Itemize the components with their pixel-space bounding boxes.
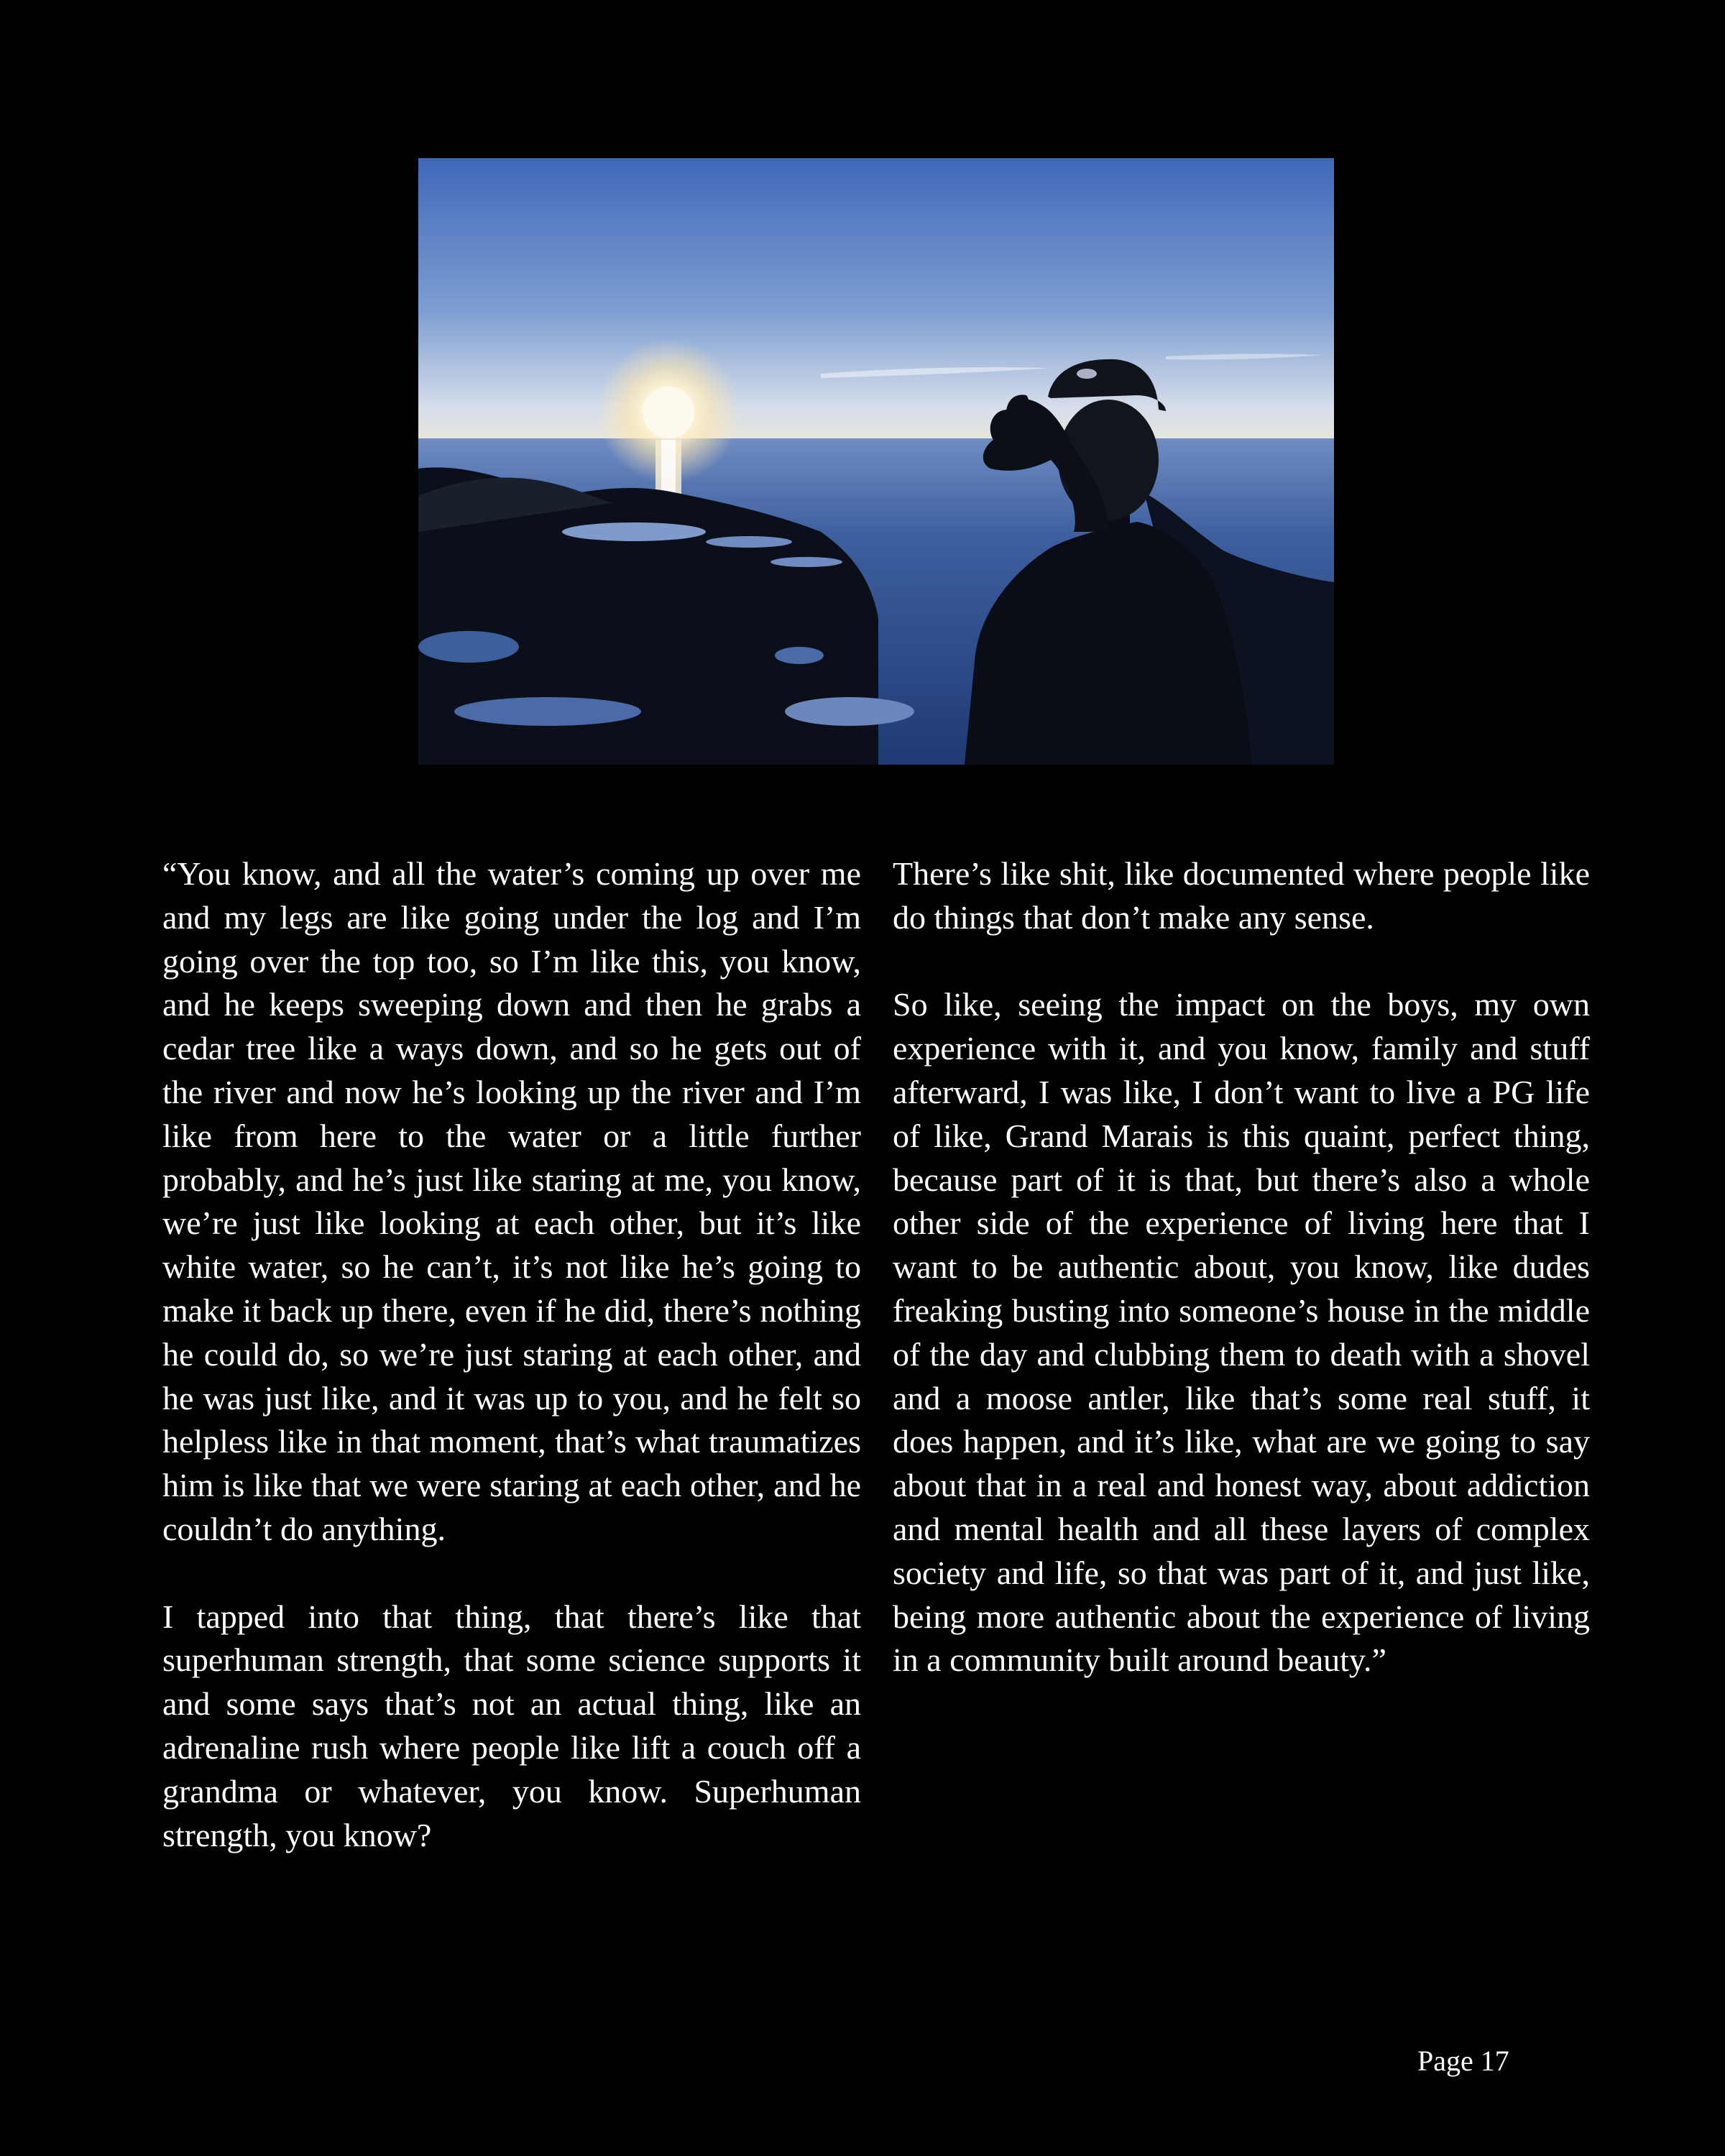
left-paragraph-2: I tapped into that thing, that there’s like that superhuman strength, that some science supports it and some says that’s not an actual thing, like an adrenaline rush where people like lift a couch off a grandma or whatever, you know. Superhuman strength, you know?: [162, 1598, 861, 1853]
left-text-column: [162, 852, 861, 1901]
right-paragraph-2: So like, seeing the impact on the boys, my own experience with it, and you know, family and stuff afterward, I was like, I don’t want to live a PG life of like, Grand Marais is this quaint, perfect thing, because part of it is that, but there’s also a whole other side of the experience of living here that I want to be authentic about, you know, like dudes freaking busting into someone’s house in the middle of the day and clubbing them to death with a shovel and a moose antler, like that’s some real stuff, it does happen, and it’s like, what are we going to say about that in a real and honest way, about addiction and mental health and all these layers of complex society and life, so that was part of it, and just like, being more authentic about the experience of living in a community built around beauty.”: [893, 986, 1590, 1679]
sunset-silhouette-image: [418, 158, 1334, 765]
left-paragraph-1: “You know, and all the water’s coming up over me and my legs are like going under the log and I’m going over the top too, so I’m like this, you know, and he keeps sweeping down and then he grabs a cedar tree like a ways down, and so he gets out of the river and now he’s looking up the river and I’m like from here to the water or a little further probably, and he’s just like staring at me, you know, we’re just like looking at each other, but it’s like white water, so he can’t, it’s not like he’s going to make it back up there, even if he did, there’s nothing he could do, so we’re just staring at each other, and he was just like, and it was up to you, and he felt so helpless like in that moment, that’s what traumatizes him is like that we were staring at each other, and he couldn’t do anything.: [162, 855, 861, 1547]
sunset-photo: [418, 158, 1334, 765]
right-paragraph-1: There’s like shit, like documented where people like do things that don’t make any sense.: [893, 855, 1590, 936]
page-number: Page 17: [1417, 2045, 1509, 2077]
right-text-column: [893, 852, 1590, 1726]
